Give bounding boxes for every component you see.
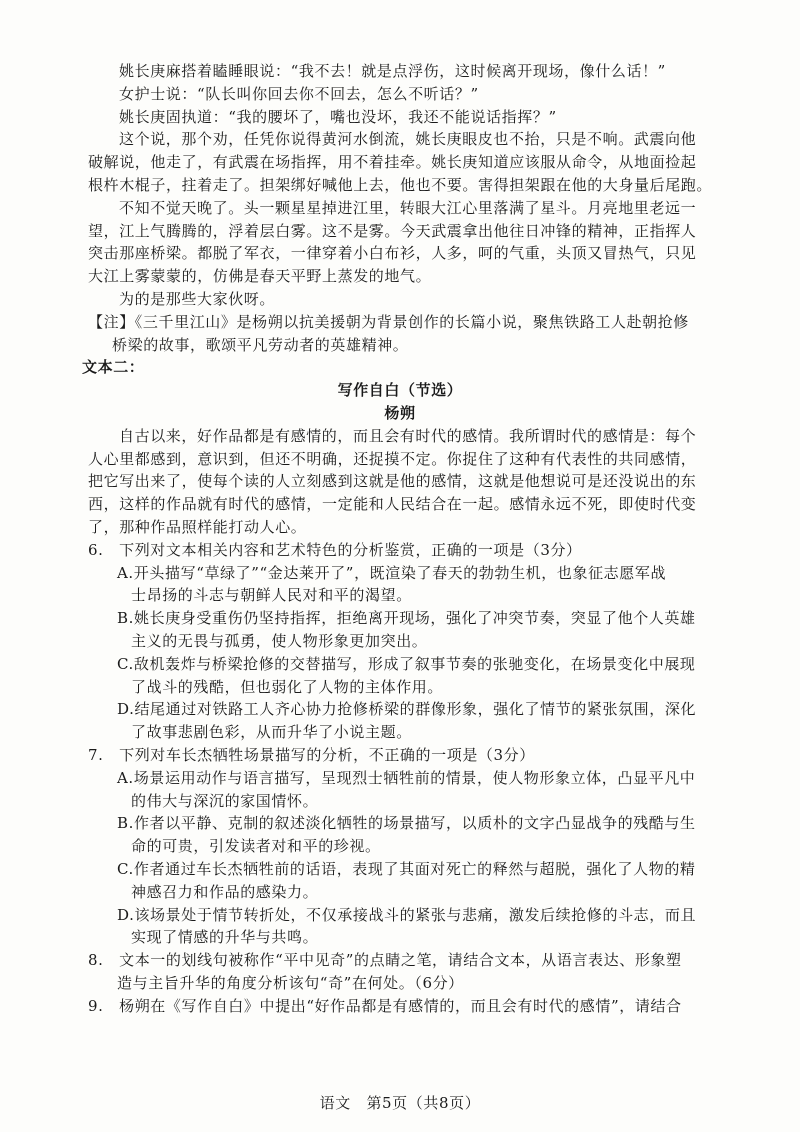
paragraph-line: 大江上雾蒙蒙的，仿佛是春天平野上蒸发的地气。	[88, 267, 432, 286]
note-line: 【注】《三千里江山》是杨朔以抗美援朝为背景创作的长篇小说，聚焦铁路工人赴朝抢修	[88, 312, 689, 331]
page-footer: 语文 第5页（共8页）	[319, 1094, 481, 1112]
paragraph-line: 西，这样的作品就有时代的感情，一定能和人民结合在一起。感情永远不死，即使时代变	[88, 495, 697, 514]
option-d-cont: 了故事悲剧色彩，从而升华了小说主题。	[131, 723, 412, 742]
dialogue-line: 女护士说：“队长叫你回去你不回去，怎么不听话？”	[119, 84, 479, 103]
option-d-cont: 实现了情感的升华与共鸣。	[131, 928, 319, 947]
option-d: D.该场景处于情节转折处，不仅承接战斗的紧张与悲痛，激发后续抢修的斗志，而且	[117, 905, 697, 924]
paragraph-line: 不知不觉天晚了。头一颗星星掉进江里，转眼大江心里落满了星斗。月亮地里老远一	[119, 198, 697, 217]
paragraph-line: 这个说，那个劝，任凭你说得黄河水倒流，姚长庚眼皮也不抬，只是不响。武震向他	[119, 130, 697, 149]
option-b: B.作者以平静、克制的叙述淡化牺牲的场景描写，以质朴的文字凸显战争的残酷与生	[117, 814, 696, 833]
dialogue-line: 姚长庚固执道：“我的腰坏了，嘴也没坏，我还不能说话指挥？”	[119, 107, 557, 126]
option-b: B.姚长庚身受重伤仍坚持指挥，拒绝离开现场，强化了冲突节奏，突显了他个人英雄	[117, 609, 696, 628]
option-b-cont: 命的可贵，引发读者对和平的珍视。	[131, 837, 381, 856]
option-c: C.敌机轰炸与桥梁抢修的交替描写，形成了叙事节奏的张驰变化，在场景变化中展现	[117, 654, 696, 673]
question-stem: 8. 文本一的划线句被称作“平中见奇”的点睛之笔，请结合文本，从语言表达、形象塑	[88, 951, 682, 970]
option-b-cont: 主义的无畏与孤勇，使人物形象更加突出。	[131, 632, 428, 650]
dialogue-line: 姚长庚麻搭着瞌睡眼说：“我不去！就是点浮伤，这时候离开现场，像什么话！”	[119, 62, 666, 80]
paragraph-line: 望，江上气腾腾的，浮着层白雾。这不是雾。今天武震拿出他往日冲锋的精神，正指挥人	[88, 221, 697, 240]
option-a-cont: 士昂扬的斗志与朝鲜人民对和平的渴望。	[131, 586, 412, 605]
question-stem: 7. 下列对车长杰牺牲场景描写的分析，不正确的一项是（3分）	[88, 746, 535, 764]
option-c-cont: 神感召力和作品的感染力。	[131, 882, 319, 901]
option-a: A.开头描写“草绿了”“金达莱开了”，既渲染了春天的勃勃生机，也象征志愿军战	[117, 563, 667, 582]
paragraph-line: 为的是那些大家伙呀。	[119, 290, 276, 308]
question-stem: 9. 杨朔在《写作自白》中提出“好作品都是有感情的，而且会有时代的感情”，请结合	[88, 996, 682, 1015]
article-author: 杨朔	[384, 404, 416, 422]
option-c-cont: 了战斗的残酷，但也弱化了人物的主体作用。	[131, 677, 444, 696]
note-line: 桥梁的故事，歌颂平凡劳动者的英雄精神。	[112, 335, 409, 354]
paragraph-line: 了，那种作品照样能打动人心。	[88, 518, 307, 536]
paragraph-line: 把它写出来了，使每个读的人立刻感到这就是他的感情，这就是他想说可是还没说出的东	[88, 472, 697, 491]
option-a: A.场景运用动作与语言描写，呈现烈士牺牲前的情景，使人物形象立体，凸显平凡中	[117, 768, 696, 787]
article-title: 写作自白（节选）	[337, 381, 463, 400]
option-c: C.作者通过车长杰牺牲前的话语，表现了其面对死亡的释然与超脱，强化了人物的精	[117, 860, 696, 878]
paragraph-line: 破解说，他走了，有武震在场指挥，用不着挂牵。姚长庚知道应该服从命令，从地面捡起	[88, 153, 697, 172]
paragraph-line: 根杵木棍子，拄着走了。担架绑好喊他上去，他也不要。害得担架跟在他的大身量后尾跑。	[88, 176, 713, 194]
section-label: 文本二：	[82, 358, 145, 377]
paragraph-line: 自古以来，好作品都是有感情的，而且会有时代的感情。我所谓时代的感情是：每个	[119, 426, 697, 445]
option-d: D.结尾通过对铁路工人齐心协力抢修桥梁的群像形象，强化了情节的紧张氛围，深化	[117, 700, 697, 719]
option-a-cont: 的伟大与深沉的家国情怀。	[131, 791, 319, 810]
question-stem-cont: 造与主旨升华的角度分析该句“奇”在何处。（6分）	[117, 974, 464, 992]
paragraph-line: 突击那座桥梁。都脱了军衣，一律穿着小白布衫，人多，呵的气重，头顶又冒热气，只见	[88, 244, 697, 263]
question-stem: 6. 下列对文本相关内容和艺术特色的分析鉴赏，正确的一项是（3分）	[88, 540, 582, 559]
paragraph-line: 人心里都感到，意识到，但还不明确，还捉摸不定。你捉住了这种有代表性的共同感情，	[88, 449, 697, 468]
